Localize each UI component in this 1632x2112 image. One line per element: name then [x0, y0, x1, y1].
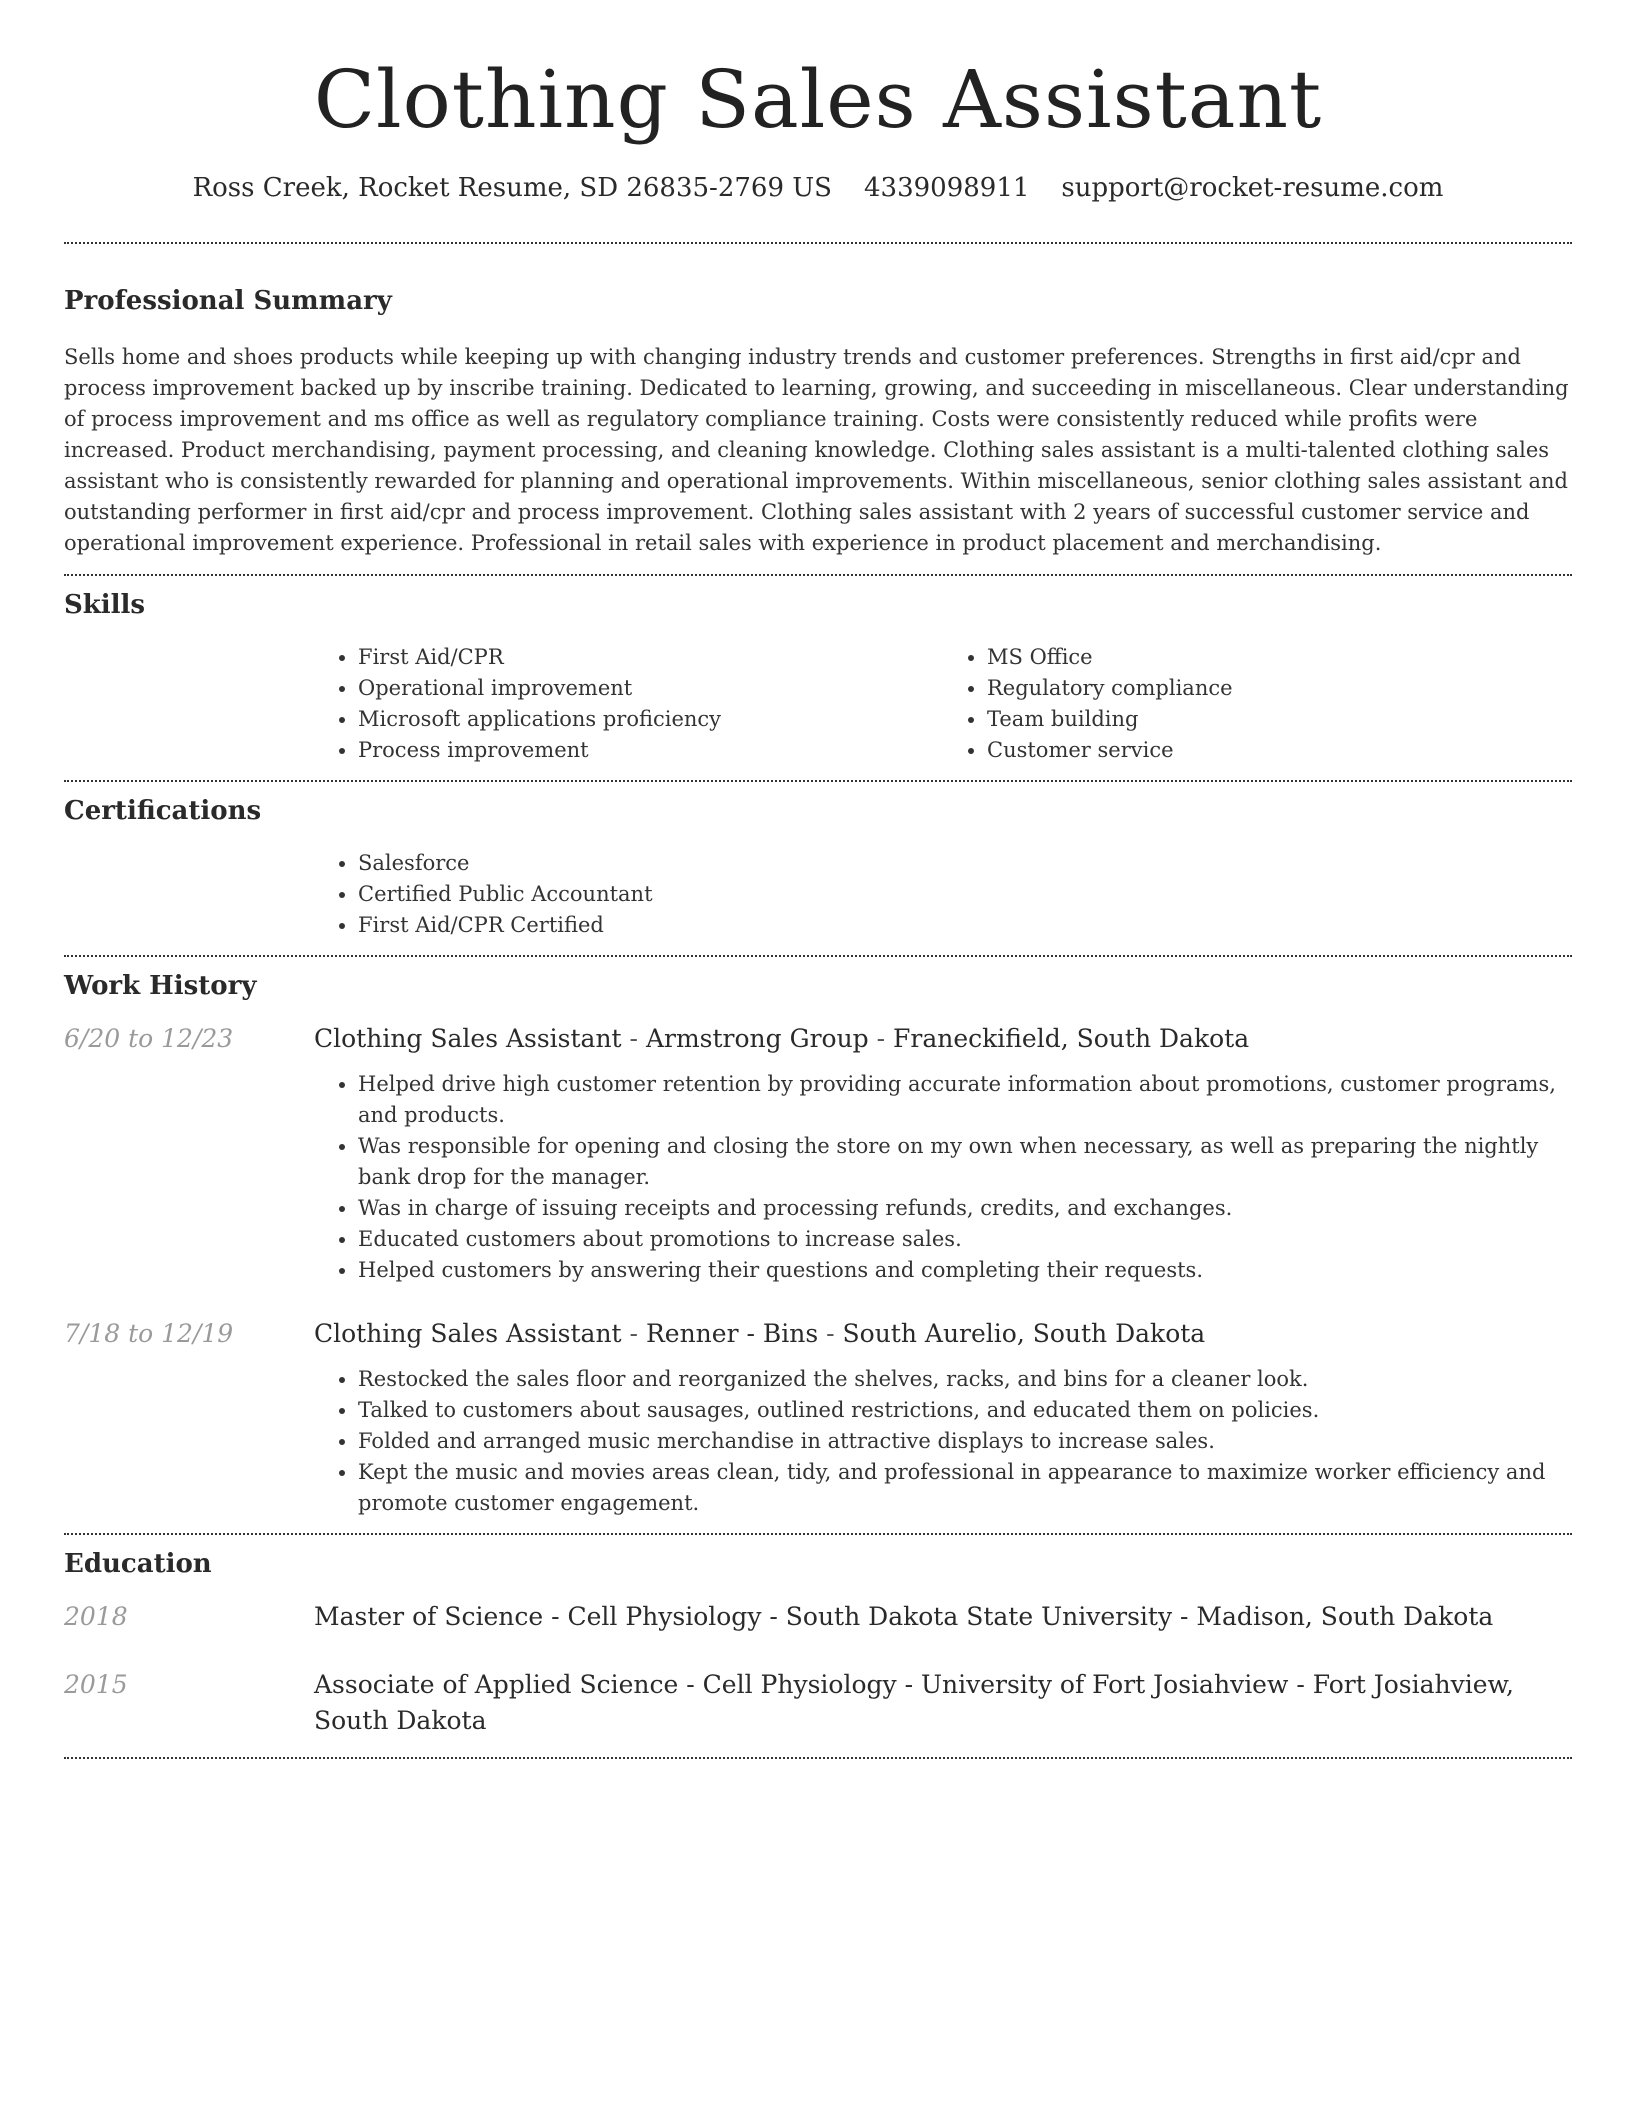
resume-page [64, 0, 1572, 1759]
contact-address: Ross Creek, Rocket Resume, SD 26835-2769 US [192, 173, 832, 203]
education-degree: Master of Science - Cell Physiology - South Dakota State University - Madison, South Dakota [314, 1602, 1494, 1631]
separator: - [868, 1024, 894, 1053]
skill-item: • Customer service [987, 735, 1572, 766]
job-title-line [314, 1021, 1249, 1057]
section-heading-work: Work History [64, 971, 257, 1001]
job-bullet: • Helped customers by answering their questions and completing their requests. [358, 1255, 1572, 1286]
contact-email: support@rocket-resume.com [1061, 173, 1444, 203]
job-bullet: • Educated customers about promotions to increase sales. [358, 1224, 1572, 1255]
job-bullet: • Was responsible for opening and closing the store on my own when necessary, as well as preparing the nightly bank drop for the manager. [358, 1131, 1572, 1193]
job-bullet: • Was in charge of issuing receipts and processing refunds, credits, and exchanges. [358, 1193, 1572, 1224]
job-entry [64, 1316, 1572, 1519]
separator: - [621, 1024, 646, 1053]
certification-item: • Salesforce [358, 848, 1572, 879]
education-year: 2018 [64, 1602, 128, 1631]
section-heading-education: Education [64, 1549, 212, 1579]
skill-item: • MS Office [987, 642, 1572, 673]
job-title-line [314, 1316, 1205, 1352]
section-heading-certifications: Certifications [64, 796, 262, 826]
skills-list-right [943, 642, 1572, 766]
job-title: Clothing Sales Assistant [314, 1319, 622, 1348]
certifications-list [314, 848, 1572, 941]
separator: - [818, 1319, 843, 1348]
section-heading-summary: Professional Summary [64, 286, 392, 316]
education-degree: Associate of Applied Science - Cell Physiology - University of Fort Josiahview - Fort Josiahview, South Dakota [314, 1670, 1514, 1735]
contact-phone: 4339098911 [863, 173, 1030, 203]
skills-columns [314, 642, 1572, 766]
skill-item: • First Aid/CPR [358, 642, 943, 673]
skills-section [64, 576, 1572, 780]
job-bullet: • Helped drive high customer retention by providing accurate information about promotions, customer programs, and products. [358, 1069, 1572, 1131]
contact-line [64, 170, 1572, 206]
job-bullets [314, 1069, 1572, 1286]
certifications-section [64, 782, 1572, 955]
education-year: 2015 [64, 1670, 128, 1699]
job-title: Clothing Sales Assistant [314, 1024, 622, 1053]
job-bullet: • Restocked the sales floor and reorganized the shelves, racks, and bins for a cleaner look. [358, 1364, 1572, 1395]
summary-section [64, 244, 1572, 574]
section-heading-skills: Skills [64, 590, 146, 620]
education-entry [64, 1599, 1572, 1635]
education-section [64, 1535, 1572, 1757]
education-entry [64, 1667, 1572, 1739]
skill-item: • Team building [987, 704, 1572, 735]
job-bullets [314, 1364, 1572, 1519]
job-company: Renner - Bins [645, 1319, 819, 1348]
skill-item: • Operational improvement [358, 673, 943, 704]
skill-item: • Microsoft applications proficiency [358, 704, 943, 735]
work-history-section [64, 957, 1572, 1533]
separator: - [621, 1319, 646, 1348]
skill-item: • Process improvement [358, 735, 943, 766]
skills-list-left [314, 642, 943, 766]
resume-name: Clothing Sales Assistant [313, 53, 1323, 146]
skill-item: • Regulatory compliance [987, 673, 1572, 704]
job-bullet: • Kept the music and movies areas clean, tidy, and professional in appearance to maximize worker efficiency and promote customer engagement. [358, 1457, 1572, 1519]
job-header [64, 1316, 1572, 1352]
summary-text: Sells home and shoes products while keeping up with changing industry trends and customer preferences. Strengths in first aid/cpr and process improvement backed up by inscribe training. Dedicated to learning, growing, and succeeding in miscellaneous. Clear understanding of process improvement and ms office as well as regulatory compliance training. Costs were consistently reduced while profits were increased. Product merchandising, payment processing, and cleaning knowledge. Clothing sales assistant is a multi-talented clothing sales assistant who is consistently rewarded for planning and operational improvements. Within miscellaneous, senior clothing sales assistant and outstanding performer in first aid/cpr and process improvement. Clothing sales assistant with 2 years of successful customer service and operational improvement experience. Professional in retail sales with experience in product placement and merchandising. [64, 345, 1569, 555]
job-date: 6/20 to 12/23 [64, 1024, 234, 1053]
job-entry [64, 1021, 1572, 1286]
certification-item: • Certified Public Accountant [358, 879, 1572, 910]
job-location: Franeckifield, South Dakota [893, 1024, 1250, 1053]
job-company: Armstrong Group [645, 1024, 869, 1053]
job-bullet: • Talked to customers about sausages, outlined restrictions, and educated them on policies. [358, 1395, 1572, 1426]
job-date: 7/18 to 12/19 [64, 1319, 234, 1348]
job-header [64, 1021, 1572, 1057]
job-location: South Aurelio, South Dakota [842, 1319, 1206, 1348]
certification-item: • First Aid/CPR Certified [358, 910, 1572, 941]
divider [64, 1757, 1572, 1759]
job-bullet: • Folded and arranged music merchandise in attractive displays to increase sales. [358, 1426, 1572, 1457]
